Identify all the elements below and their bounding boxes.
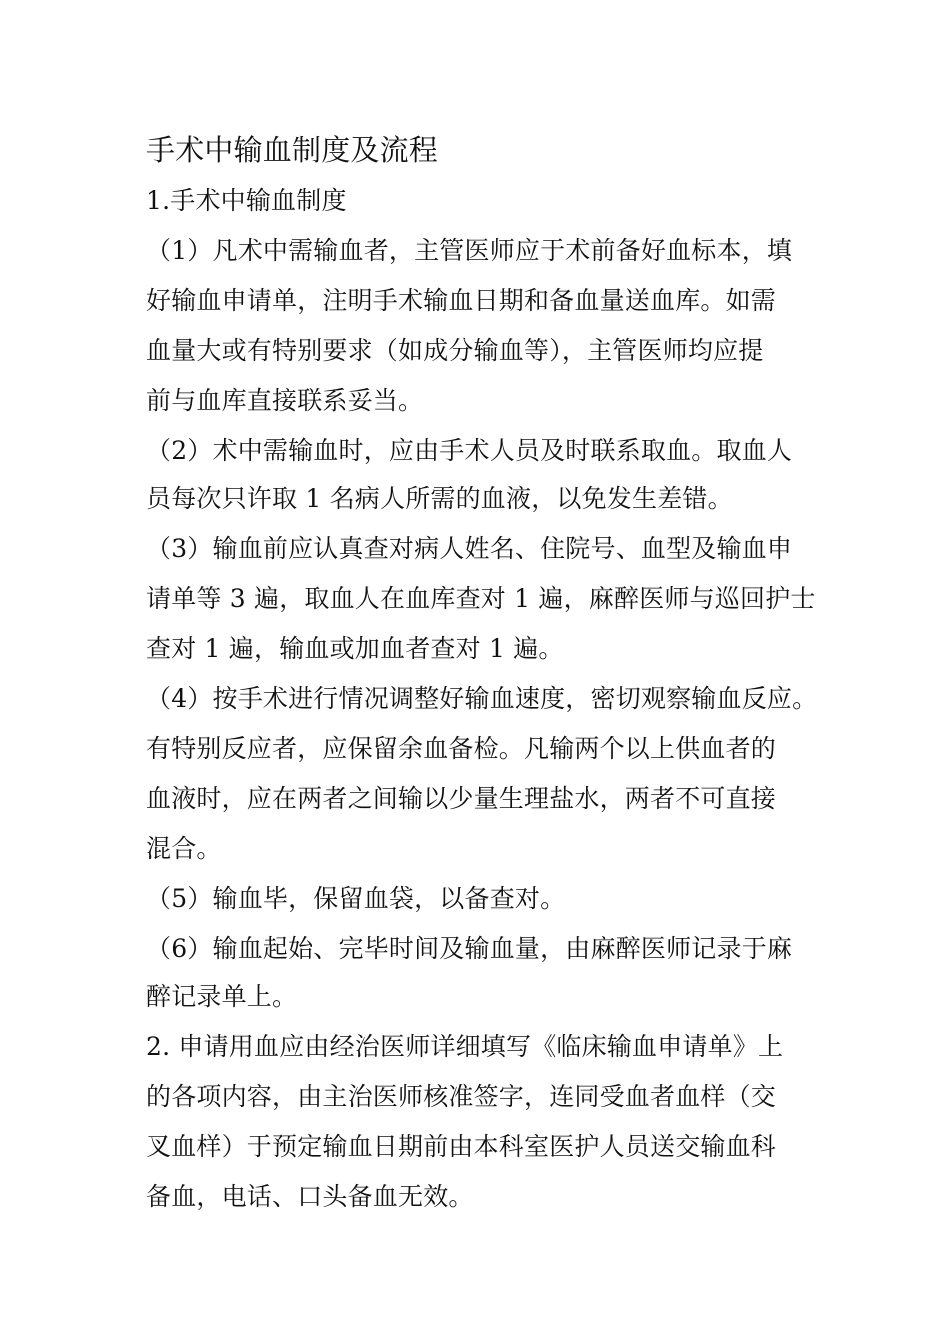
paragraph-line: 血量大或有特别要求（如成分输血等），主管医师均应提 — [146, 336, 764, 365]
paragraph-line: （3）输血前应认真查对病人姓名、住院号、血型及输血申 — [146, 534, 793, 563]
paragraph-line: （4）按手术进行情况调整好输血速度，密切观察输血反应。 — [146, 684, 818, 713]
paragraph-line: 员每次只许取 1 名病人所需的血液，以免发生差错。 — [146, 484, 733, 513]
paragraph-line: （6）输血起始、完毕时间及输血量，由麻醉医师记录于麻 — [146, 934, 793, 963]
paragraph-line: 2. 申请用血应由经治医师详细填写《临床输血申请单》上 — [146, 1032, 784, 1061]
document-title: 手术中输血制度及流程 — [146, 133, 439, 167]
paragraph-line: 叉血样）于预定输血日期前由本科室医护人员送交输血科 — [146, 1132, 777, 1161]
paragraph-line: 请单等 3 遍，取血人在血库查对 1 遍，麻醉医师与巡回护士 — [146, 584, 816, 613]
paragraph-line: （1）凡术中需输血者，主管医师应于术前备好血标本，填 — [146, 236, 793, 265]
section-heading: 1.手术中输血制度 — [146, 186, 347, 215]
paragraph-line: 备血，电话、口头备血无效。 — [146, 1182, 474, 1211]
paragraph-line: 好输血申请单，注明手术输血日期和备血量送血库。如需 — [146, 286, 777, 315]
paragraph-line: 查对 1 遍，输血或加血者查对 1 遍。 — [146, 634, 564, 663]
paragraph-line: 血液时，应在两者之间输以少量生理盐水，两者不可直接 — [146, 784, 777, 813]
paragraph-line: 的各项内容，由主治医师核准签字，连同受血者血样（交 — [146, 1082, 777, 1111]
paragraph-line: 醉记录单上。 — [146, 982, 298, 1011]
paragraph-line: 混合。 — [146, 834, 222, 863]
paragraph-line: 前与血库直接联系妥当。 — [146, 386, 424, 415]
paragraph-line: （2）术中需输血时，应由手术人员及时联系取血。取血人 — [146, 436, 793, 465]
paragraph-line: （5）输血毕，保留血袋，以备查对。 — [146, 884, 566, 913]
paragraph-line: 有特别反应者，应保留余血备检。凡输两个以上供血者的 — [146, 734, 777, 763]
